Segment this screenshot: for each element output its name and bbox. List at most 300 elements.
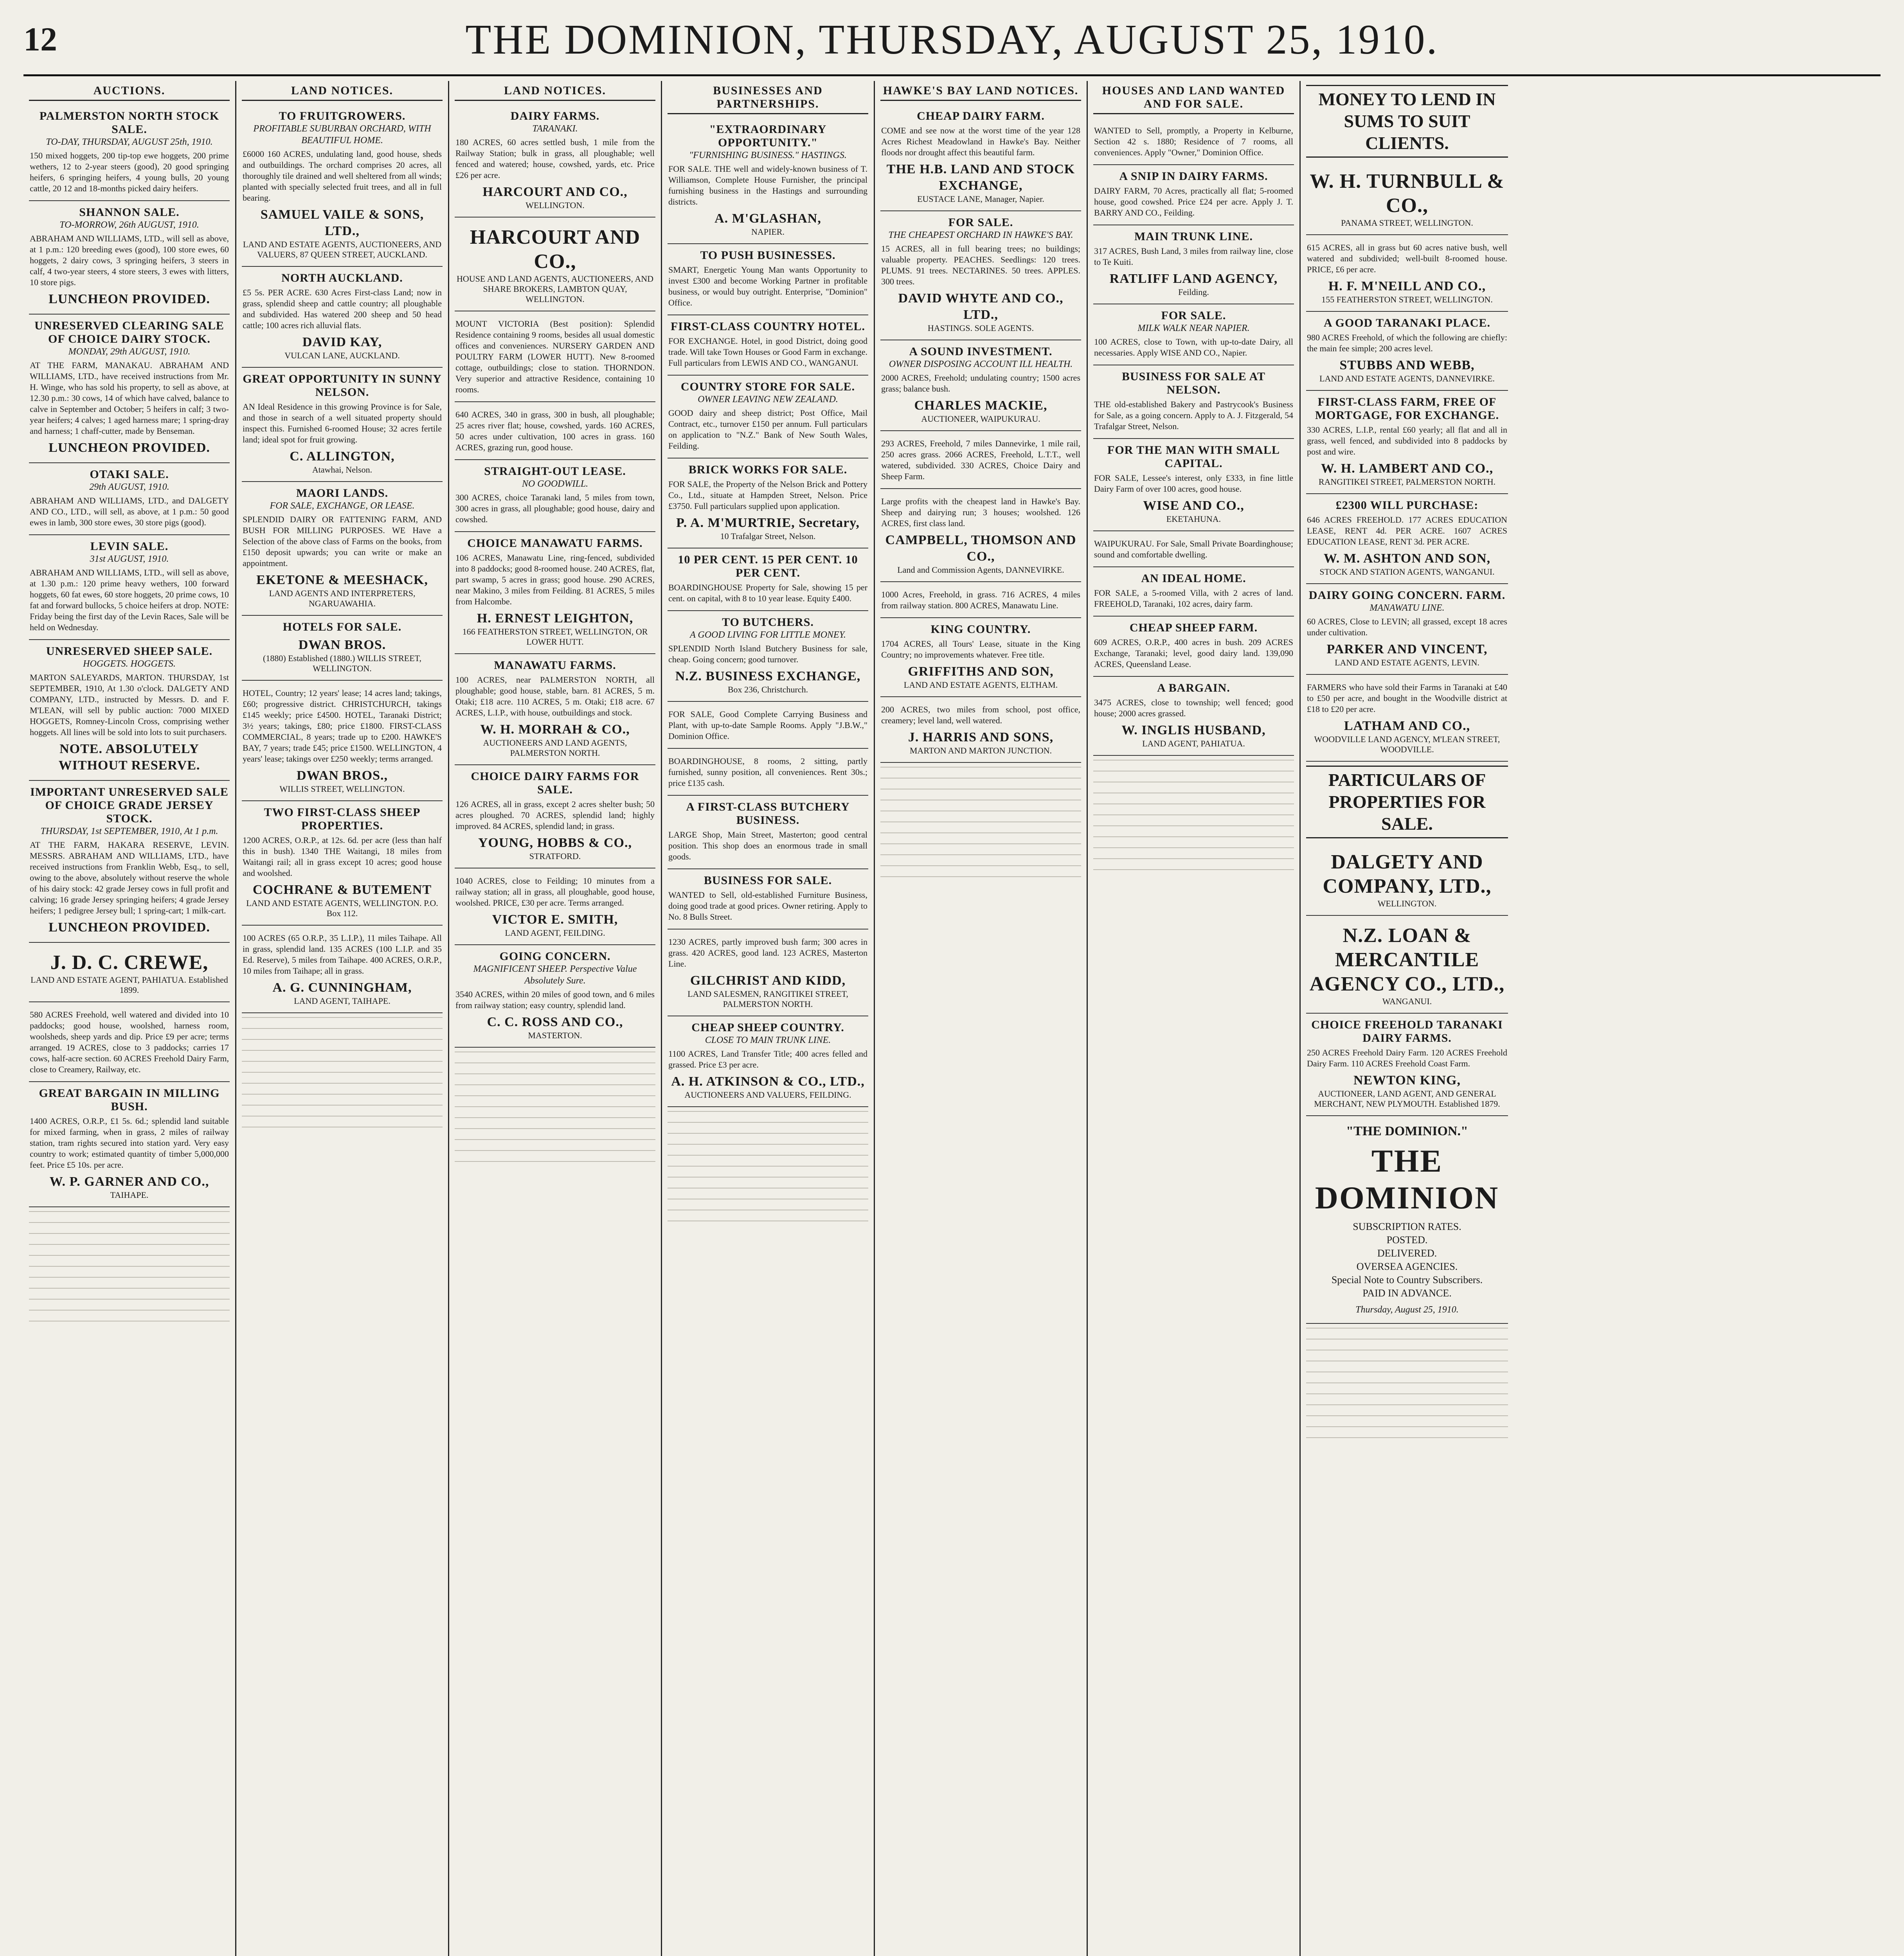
agent-name: H. F. M'NEILL AND CO., — [1328, 279, 1486, 293]
ad-body: 250 ACRES Freehold Dairy Farm. 120 ACRES Freehold Dairy Farm. 110 ACRES Freehold Coast Farm. — [1307, 1048, 1507, 1068]
column-4 — [662, 81, 875, 1956]
column-2 — [236, 81, 449, 1956]
agent-name: GRIFFITHS AND SON, — [908, 664, 1054, 679]
ad-title: COUNTRY STORE FOR SALE. — [680, 380, 855, 393]
ad-subtitle: TO-MORROW, 26th AUGUST, 1910. — [59, 220, 199, 230]
ad-body: 1000 Acres, Freehold, in grass. 716 ACRES, 4 miles from railway station. 800 ACRES, Manawatu Line. — [881, 590, 1080, 610]
ad-body: SMART, Energetic Young Man wants Opportunity to invest £300 and become Working Partner in profitable business, or would buy outright. Enterprise, "Dominion" Office. — [668, 265, 867, 307]
agent-name: A. H. ATKINSON & CO., LTD., — [671, 1074, 865, 1089]
ad-subtitle: FOR SALE, EXCHANGE, OR LEASE. — [270, 501, 415, 511]
delivered-label: DELIVERED. — [1377, 1248, 1437, 1259]
ad-title: 10 PER CENT. 15 PER CENT. 10 PER CENT. — [678, 553, 858, 579]
advertisement — [29, 315, 230, 463]
agent-name: LUNCHEON PROVIDED. — [49, 440, 210, 455]
ad-body: 330 ACRES, L.I.P., rental £60 yearly; all flat and all in grass, well fenced, and subdivided into 8 paddocks by post and wire. — [1307, 425, 1507, 457]
advertisement — [1093, 165, 1294, 225]
advertisement — [242, 482, 443, 616]
agent-name: RATLIFF LAND AGENCY, — [1109, 271, 1278, 286]
ad-title: LEVIN SALE. — [90, 540, 169, 553]
money-to-lend-headline: MONEY TO LEND IN SUMS TO SUIT CLIENTS. — [1306, 85, 1508, 158]
agent-address: NAPIER. — [751, 227, 785, 237]
advertisement — [29, 1082, 230, 1207]
agent-address: HOUSE AND LAND AGENTS, AUCTIONEERS, AND SHARE BROKERS, LAMBTON QUAY, WELLINGTON. — [457, 274, 653, 304]
small-print-rules — [242, 1017, 443, 1134]
terms-line: PAID IN ADVANCE. — [1362, 1287, 1452, 1299]
page-number: 12 — [23, 20, 57, 58]
agent-address: LAND AND ESTATE AGENTS, DANNEVIRKE. — [1319, 374, 1495, 383]
agent-address: EUSTACE LANE, Manager, Napier. — [917, 194, 1044, 204]
agent-address: VULCAN LANE, AUCKLAND. — [284, 351, 400, 360]
advertisement — [455, 460, 655, 532]
ad-subtitle: OWNER DISPOSING ACCOUNT ILL HEALTH. — [889, 359, 1073, 369]
ad-subtitle: 29th AUGUST, 1910. — [89, 482, 169, 492]
ad-subtitle: MAGNIFICENT SHEEP. Perspective Value Absolutely Sure. — [473, 964, 637, 986]
agent-name: NEWTON KING, — [1353, 1073, 1461, 1088]
ad-body: 100 ACRES, close to Town, with up-to-date Dairy, all necessaries. Apply WISE AND CO., Napier. — [1094, 337, 1293, 358]
small-print-rules — [455, 1052, 655, 1169]
agent-address: 10 Trafalgar Street, Nelson. — [720, 531, 816, 541]
advertisement — [880, 489, 1081, 582]
agent-name: HARCOURT AND CO., — [482, 185, 628, 199]
advertisement — [29, 201, 230, 315]
agent-name: A. M'GLASHAN, — [714, 211, 821, 226]
page-title: THE DOMINION, THURSDAY, AUGUST 25, 1910. — [465, 16, 1439, 63]
agent-name: LATHAM AND CO., — [1344, 719, 1470, 733]
agent-name: LUNCHEON PROVIDED. — [49, 292, 210, 306]
ad-body: WANTED to Sell, old-established Furniture Business, doing good trade at good prices. Owner retiring. Apply to No. 8 Bulls Street. — [668, 890, 867, 922]
ad-title: FIRST-CLASS COUNTRY HOTEL. — [670, 320, 865, 333]
advertisement — [455, 105, 655, 218]
ad-body: 615 ACRES, all in grass but 60 acres native bush, well watered and subdivided; well-built 8-roomed house. PRICE, £6 per acre. — [1307, 243, 1507, 274]
agent-address: AUCTIONEERS AND VALUERS, FEILDING. — [684, 1090, 851, 1100]
agent-address: RANGITIKEI STREET, PALMERSTON NORTH. — [1318, 477, 1496, 487]
ad-body: 3475 ACRES, close to township; well fenced; good house; 2000 acres grassed. — [1094, 698, 1293, 718]
agent-address: 166 FEATHERSTON STREET, WELLINGTON, OR LOWER HUTT. — [462, 627, 648, 647]
ad-title: CHEAP DAIRY FARM. — [917, 110, 1045, 122]
agent-address: PANAMA STREET, WELLINGTON. — [1341, 218, 1473, 228]
agent-name: H. ERNEST LEIGHTON, — [477, 611, 633, 626]
advertisement — [29, 463, 230, 535]
ad-subtitle: A GOOD LIVING FOR LITTLE MONEY. — [690, 630, 846, 640]
advertisement — [29, 535, 230, 640]
ad-title: FOR THE MAN WITH SMALL CAPITAL. — [1107, 444, 1280, 470]
promo-title: "THE DOMINION." — [1346, 1124, 1468, 1138]
advertisement — [1093, 531, 1294, 567]
advertisement — [1093, 617, 1294, 677]
ad-body: 580 ACRES Freehold, well watered and divided into 10 paddocks; good house, woolshed, harness room, woolsheds, sheep yards and dip. Price £9 per acre; terms arranged. 19 ACRES, close to 3 paddocks; carries 17 cows, half-acre section. 60 ACRES Freehold Dairy Farm, close to Creamery, Railway, etc. — [30, 1010, 229, 1074]
column-7 — [1301, 81, 1513, 1956]
column-heading: BUSINESSES AND PARTNERSHIPS. — [668, 81, 868, 114]
ad-subtitle: THURSDAY, 1st SEPTEMBER, 1910, At 1 p.m. — [40, 826, 218, 836]
ad-body: DAIRY FARM, 70 Acres, practically all flat; 5-roomed house, good cowshed. Price £24 per acre. Apply J. T. BARRY AND CO., Feilding. — [1094, 186, 1293, 218]
ad-body: FOR SALE, a 5-roomed Villa, with 2 acres of land. FREEHOLD, Taranaki, 102 acres, dairy farm. — [1094, 588, 1293, 609]
ad-subtitle: 31st AUGUST, 1910. — [90, 554, 169, 564]
advertisement — [1306, 235, 1508, 312]
agent-address: STRATFORD. — [529, 851, 581, 861]
ad-title: AN IDEAL HOME. — [1141, 572, 1246, 585]
agent-name: THE H.B. LAND AND STOCK EXCHANGE, — [886, 162, 1075, 193]
ad-body: AT THE FARM, MANAKAU. ABRAHAM AND WILLIAMS, LTD., have received instructions from Mr. H. Winge, who has sold his property, to sell as above, at 12.30 p.m.: 30 cows, 14 of which have calved, balance to calve in September and October; 5 heifers in calf; 3 two-year heifers; 4 calves; 1 aged harness mare; 1 spring-dray and harness; 1 chaff-cutter, made by Benseman. — [30, 360, 229, 436]
ad-body: FOR SALE, the Property of the Nelson Brick and Pottery Co., Ltd., situate at Hampden Street, Nelson. Price £3750. Full particulars supplied upon application. — [668, 479, 867, 511]
ad-title: £2300 WILL PURCHASE: — [1335, 499, 1479, 512]
ad-title: IMPORTANT UNRESERVED SALE OF CHOICE GRADE JERSEY STOCK. — [30, 786, 229, 825]
columns — [23, 81, 1881, 1956]
ad-body: 15 ACRES, all in full bearing trees; no buildings; valuable property. PEACHES. Seedlings: 120 trees. PLUMS. 91 trees. NECTARINES. 50 trees. APPLES. 300 trees. — [881, 244, 1080, 286]
advertisement — [880, 618, 1081, 697]
agent-address: AUCTIONEERS AND LAND AGENTS, PALMERSTON NORTH. — [483, 738, 627, 758]
ad-body: ABRAHAM AND WILLIAMS, LTD., and DALGETY AND CO., LTD., will sell, as above, at 1 p.m.: 50 good ewes in lamb, 300 store ewes, 30 store pigs (good). — [30, 496, 229, 527]
advertisement — [668, 315, 868, 376]
advertisement — [1093, 365, 1294, 439]
agent-address: WELLINGTON. — [1377, 899, 1437, 908]
ad-title: FIRST-CLASS FARM, FREE OF MORTGAGE, FOR EXCHANGE. — [1315, 396, 1499, 422]
ad-body: WANTED to Sell, promptly, a Property in Kelburne, Section 42 s. 1880; Residence of 7 rooms, all conveniences. Apply "Owner," Dominion Office. — [1094, 126, 1293, 157]
ad-title: DAIRY GOING CONCERN. FARM. — [1308, 589, 1506, 602]
ad-body: MARTON SALEYARDS, MARTON. THURSDAY, 1st SEPTEMBER, 1910, At 1.30 o'clock. DALGETY AND COMPANY, LTD., instructed by Messrs. D. and F. M'LEAN, will sell by public auction: 7000 MIXED HOGGETS, Romney-Lincoln Cross, comprising wether hoggets. All lines will be sold into lots to suit purchasers. — [30, 672, 229, 737]
advertisement — [455, 402, 655, 460]
ad-body: 1230 ACRES, partly improved bush farm; 300 acres in grass. 420 ACRES, good land. 123 ACRES, Masterton Line. — [668, 937, 867, 969]
advertisement — [242, 616, 443, 681]
agent-name: W. H. TURNBULL & CO., — [1310, 170, 1504, 217]
advertisement — [1306, 584, 1508, 675]
ad-body: 646 ACRES FREEHOLD. 177 ACRES EDUCATION LEASE, RENT 4d. PER ACRE. 1607 ACRES EDUCATION LEASE, RENT 3d. PER ACRE. — [1307, 515, 1507, 547]
column-1 — [23, 81, 236, 1956]
advertisement — [880, 340, 1081, 431]
ad-title: A GOOD TARANAKI PLACE. — [1324, 316, 1490, 329]
ad-subtitle: OWNER LEAVING NEW ZEALAND. — [698, 394, 838, 405]
advertisement — [668, 869, 868, 929]
ad-body: AT THE FARM, HAKARA RESERVE, LEVIN. MESSRS. ABRAHAM AND WILLIAMS, LTD., have received instructions from Franklin Webb, Esq., to sell, owing to the above, absolutely without reserve the whole of his dairy stock: 42 grade Jersey cows in full profit and calving; 16 grade Jersey springing heifers; 4 grade Jersey heifers; 1 pedigree Jersey bull; 1 spring-cart; 1 milk-cart. — [30, 840, 229, 915]
ad-body: ABRAHAM AND WILLIAMS, LTD., will sell as above, at 1 p.m.: 120 breeding ewes (good), 100 store ewes, 60 hoggets, 2 dairy cows, 3 springing heifers, 3 steers in calf, 4 two-year steers, 4 store steers, 3 ewes with litters, 10 store pigs. — [30, 234, 229, 287]
column-heading: LAND NOTICES. — [455, 81, 655, 101]
agent-address: LAND AGENT, TAIHAPE. — [294, 996, 391, 1006]
ad-body: FOR SALE, Good Complete Carrying Business and Plant, with up-to-date Sample Rooms. Apply "J.B.W.," Dominion Office. — [668, 709, 867, 741]
agent-address: LAND AGENT, FEILDING. — [505, 928, 605, 938]
agent-address: LAND AND ESTATE AGENTS, AUCTIONEERS, AND VALUERS, 87 QUEEN STREET, AUCKLAND. — [243, 239, 442, 259]
ad-body: 609 ACRES, O.R.P., 400 acres in bush. 209 ACRES Exchange, Taranaki; level, good dairy land. 139,090 ACRES, Queensland Lease. — [1094, 637, 1293, 669]
column-heading: HAWKE'S BAY LAND NOTICES. — [880, 81, 1081, 101]
agent-name: HARCOURT AND CO., — [470, 226, 641, 273]
agent-name: PARKER AND VINCENT, — [1326, 642, 1488, 656]
advertisement — [455, 218, 655, 311]
ad-subtitle: MANAWATU LINE. — [1370, 603, 1445, 613]
agent-name: EKETONE & MEESHACK, — [256, 573, 428, 587]
column-heading: AUCTIONS. — [29, 81, 230, 101]
advertisement — [1093, 439, 1294, 531]
ad-subtitle: NO GOODWILL. — [522, 479, 588, 489]
agent-name: C. ALLINGTON, — [290, 449, 395, 464]
agent-name: A. G. CUNNINGHAM, — [272, 980, 412, 995]
ad-body: 980 ACRES Freehold, of which the following are chiefly: the main fee simple; 200 acres level. — [1307, 333, 1507, 353]
ad-title: "EXTRAORDINARY OPPORTUNITY." — [709, 123, 827, 149]
small-print-rules — [880, 767, 1081, 884]
advertisement — [1306, 494, 1508, 584]
ad-body: 317 ACRES, Bush Land, 3 miles from railway line, close to Te Kuiti. — [1094, 246, 1293, 267]
ad-title: FOR SALE. — [948, 216, 1013, 229]
issue-date: Thursday, August 25, 1910. — [1355, 1305, 1459, 1315]
ad-body: BOARDINGHOUSE, 8 rooms, 2 sitting, partly furnished, sunny position, all conveniences. Rent 30s.; price £135 cash. — [668, 756, 867, 788]
ad-body: 1400 ACRES, O.R.P., £1 5s. 6d.; splendid land suitable for mixed farming, when in grass, 2 miles of railway station, tram rights secured into station yard. Very easy country to work; estimated quantity of timber 5,000,000 feet. Price £5 10s. per acre. — [30, 1116, 229, 1170]
ad-title: TO BUTCHERS. — [722, 616, 814, 629]
posted-label: POSTED. — [1386, 1234, 1428, 1246]
agent-address: LAND AND ESTATE AGENTS, LEVIN. — [1335, 658, 1479, 667]
ad-title: A BARGAIN. — [1157, 681, 1230, 694]
ad-subtitle: CLOSE TO MAIN TRUNK LINE. — [705, 1035, 831, 1045]
agent-address: LAND AND ESTATE AGENTS, ELTHAM. — [903, 680, 1058, 690]
masthead — [23, 16, 1881, 76]
ad-subtitle: THE CHEAPEST ORCHARD IN HAWKE'S BAY. — [888, 230, 1073, 240]
ad-title: CHOICE FREEHOLD TARANAKI DAIRY FARMS. — [1311, 1018, 1503, 1045]
advertisement — [1306, 675, 1508, 762]
advertisement — [242, 801, 443, 926]
agent-name: N.Z. LOAN & MERCANTILE AGENCY CO., LTD., — [1309, 924, 1505, 995]
agent-address: STOCK AND STATION AGENTS, WANGANUI. — [1319, 567, 1495, 577]
agent-name: COCHRANE & BUTEMENT — [252, 883, 432, 897]
advertisement — [1306, 162, 1508, 235]
agent-name: DWAN BROS., — [297, 768, 388, 783]
advertisement — [1306, 391, 1508, 494]
ad-title: DAIRY FARMS. — [510, 110, 600, 122]
column-3 — [449, 81, 662, 1956]
ad-body: 1200 ACRES, O.R.P., at 12s. 6d. per acre (less than half this in bush). 1340 THE Waitangi, 18 miles from Waitangi rail; all in grass except 10 acres; good house and woolshed. — [243, 835, 442, 878]
ad-body: BOARDINGHOUSE Property for Sale, showing 15 per cent. on capital, with 8 to 10 year lease. Equity £400. — [668, 582, 867, 603]
advertisement — [455, 654, 655, 765]
ad-title: TO PUSH BUSINESSES. — [700, 249, 836, 262]
advertisement — [1093, 118, 1294, 165]
agent-name: W. H. LAMBERT AND CO., — [1321, 461, 1494, 476]
ad-body: £6000 160 ACRES, undulating land, good house, sheds and outbuildings. The orchard comprises 20 acres, all thoroughly tile drained and well sheltered from all winds; planted with specially selected fruit trees, and all in full bearing. — [243, 149, 442, 203]
ad-title: MANAWATU FARMS. — [494, 659, 616, 672]
ad-body: 640 ACRES, 340 in grass, 300 in bush, all ploughable; 25 acres river flat; house, cowshed, yards. 160 ACRES, 50 acres under cultivation, 100 acres in grass. 160 ACRES, grazing run, good house. — [455, 410, 655, 452]
ad-title: A SOUND INVESTMENT. — [909, 345, 1053, 358]
agencies-heading: OVERSEA AGENCIES. — [1356, 1261, 1458, 1272]
agent-address: LAND AGENT, PAHIATUA. — [1142, 739, 1245, 748]
agent-name: W. INGLIS HUSBAND, — [1121, 723, 1266, 737]
agent-address: Box 236, Christchurch. — [727, 685, 808, 694]
advertisement — [1093, 225, 1294, 304]
advertisement — [668, 118, 868, 244]
particulars-headline: PARTICULARS OF PROPERTIES FOR SALE. — [1306, 766, 1508, 838]
ad-title: MAORI LANDS. — [296, 487, 389, 500]
ad-subtitle: TARANAKI. — [532, 124, 578, 134]
ad-body: 1704 ACRES, all Tours' Lease, situate in the King Country; no improvements whatever. Free title. — [881, 639, 1080, 660]
agent-name: DAVID KAY, — [302, 335, 382, 349]
ad-title: CHOICE MANAWATU FARMS. — [467, 537, 643, 550]
advertisement — [1093, 304, 1294, 365]
advertisement — [29, 640, 230, 781]
ad-body: AN Ideal Residence in this growing Province is for Sale, and those in search of a well situated property should inspect this. Furnished 6-roomed House; 32 acres fertile land; ideal spot for fruit growing. — [243, 402, 442, 444]
agent-address: LAND AND ESTATE AGENTS, WELLINGTON. P.O. Box 112. — [246, 898, 438, 918]
ad-subtitle: "FURNISHING BUSINESS." HASTINGS. — [689, 150, 847, 160]
ad-title: GREAT BARGAIN IN MILLING BUSH. — [39, 1087, 220, 1113]
agent-address: LAND SALESMEN, RANGITIKEI STREET, PALMERSTON NORTH. — [687, 989, 848, 1009]
advertisement — [1093, 677, 1294, 756]
ad-body: 300 ACRES, choice Taranaki land, 5 miles from town, 300 acres in grass, all ploughable; good house, dairy and cowshed. — [455, 493, 655, 524]
ad-subtitle: HOGGETS. HOGGETS. — [83, 659, 176, 669]
agent-name: LUNCHEON PROVIDED. — [49, 920, 210, 935]
advertisement — [455, 311, 655, 402]
advertisement — [880, 697, 1081, 763]
column-heading: HOUSES AND LAND WANTED AND FOR SALE. — [1093, 81, 1294, 114]
agent-name: CAMPBELL, THOMSON AND CO., — [885, 533, 1076, 564]
small-print-rules — [1093, 760, 1294, 877]
agent-address: HASTINGS. SOLE AGENTS. — [927, 323, 1034, 333]
agent-address: WANGANUI. — [1382, 996, 1432, 1006]
agent-address: Feilding. — [1178, 287, 1209, 297]
ad-body: 60 ACRES, Close to LEVIN; all grassed, except 18 acres under cultivation. — [1307, 617, 1507, 637]
agent-address: LAND AGENTS AND INTERPRETERS, NGARUAWAHIA. — [269, 588, 416, 608]
ad-body: 106 ACRES, Manawatu Line, ring-fenced, subdivided into 8 paddocks; good 8-roomed house. 240 ACRES, flat, part swamp, 5 acres in grass; good house. 290 ACRES, near Makino, 3 miles from Feilding. 81 ACRES, 5 miles from Halcombe. — [455, 553, 655, 606]
advertisement — [242, 926, 443, 1013]
advertisement — [455, 765, 655, 868]
small-print-rules — [668, 1111, 868, 1228]
ad-title: UNRESERVED CLEARING SALE OF CHOICE DAIRY STOCK. — [34, 319, 224, 345]
agent-name: CHARLES MACKIE, — [914, 398, 1047, 413]
agent-address: LAND AND ESTATE AGENT, PAHIATUA. Established 1899. — [31, 975, 228, 995]
rates-heading: SUBSCRIPTION RATES. — [1353, 1221, 1461, 1232]
note-line: Special Note to Country Subscribers. — [1331, 1274, 1483, 1285]
advertisement — [668, 929, 868, 1016]
agent-name: SAMUEL VAILE & SONS, LTD., — [260, 207, 424, 238]
ad-body: 3540 ACRES, within 20 miles of good town, and 6 miles from railway station; easy country, splendid land. — [455, 989, 655, 1010]
agent-name: WISE AND CO., — [1143, 498, 1244, 513]
advertisement — [668, 548, 868, 611]
agent-address: EKETAHUNA. — [1166, 514, 1221, 524]
column-heading: LAND NOTICES. — [242, 81, 443, 101]
agent-address: TAIHAPE. — [110, 1190, 149, 1200]
agent-name: NOTE. ABSOLUTELY WITHOUT RESERVE. — [58, 742, 200, 773]
advertisement — [668, 376, 868, 458]
ad-body: SPLENDID North Island Butchery Business for sale, cheap. Going concern; good turnover. — [668, 644, 867, 664]
advertisement — [668, 1016, 868, 1107]
ad-body: GOOD dairy and sheep district; Post Office, Mail Contract, etc., turnover £150 per annum. Full particulars on application to "N.Z." Bank of New South Wales, Feilding. — [668, 408, 867, 451]
ad-body: 293 ACRES, Freehold, 7 miles Dannevirke, 1 mile rail, 250 acres grass. 2066 ACRES, Freehold, L.T.T., well watered, subdivided. 330 ACRES, Choice Dairy and Sheep Farm. — [881, 439, 1080, 481]
dominion-logo: THE DOMINION — [1315, 1143, 1499, 1215]
agent-address: WOODVILLE LAND AGENCY, M'LEAN STREET, WOODVILLE. — [1314, 734, 1500, 754]
ad-body: LARGE Shop, Main Street, Masterton; good central position. This shop does an enormous trade in small goods. — [668, 830, 867, 861]
ad-title: OTAKI SALE. — [90, 468, 169, 481]
agent-name: J. D. C. CREWE, — [50, 951, 209, 974]
dominion-subscription-box — [1306, 1116, 1508, 1324]
advertisement — [242, 681, 443, 801]
advertisement — [880, 431, 1081, 489]
ad-body: 126 ACRES, all in grass, except 2 acres shelter bush; 50 acres ploughed. 70 ACRES, splendid land; highly improved. 84 ACRES, splendid land; in grass. — [455, 799, 655, 831]
advertisement — [668, 458, 868, 548]
ad-title: A FIRST-CLASS BUTCHERY BUSINESS. — [686, 800, 850, 827]
agent-name: YOUNG, HOBBS & CO., — [478, 836, 632, 850]
column-5 — [875, 81, 1088, 1956]
agent-address: Land and Commission Agents, DANNEVIRKE. — [897, 565, 1064, 575]
advertisement — [880, 211, 1081, 340]
agent-address: (1880) Established (1880.) WILLIS STREET, WELLINGTON. — [263, 653, 421, 673]
advertisement — [455, 868, 655, 945]
ad-title: GOING CONCERN. — [499, 950, 611, 963]
ad-body: FOR SALE. THE well and widely-known business of T. Williamson, Complete House Furnisher, the principal furnishing business in the Hastings and surrounding districts. — [668, 164, 867, 207]
agent-address: MASTERTON. — [528, 1030, 582, 1040]
ad-title: CHEAP SHEEP FARM. — [1129, 621, 1258, 634]
agent-address: AUCTIONEER, WAIPUKURAU. — [921, 414, 1040, 424]
advertisement — [668, 796, 868, 869]
advertisement — [668, 702, 868, 749]
ad-subtitle: TO-DAY, THURSDAY, AUGUST 25th, 1910. — [46, 137, 213, 147]
agent-name: N.Z. BUSINESS EXCHANGE, — [675, 669, 861, 683]
small-print-rules — [1306, 1328, 1508, 1445]
ad-body: ABRAHAM AND WILLIAMS, LTD., will sell as above, at 1.30 p.m.: 120 prime heavy wethers, 100 forward hoggets, 60 fat ewes, 60 store hoggets, 20 prime cows, 10 fat and forward bullocks, 5 choice heifers at drop. NOTE: Friday being the first day of the Levin Races, Sale will be held on Wednesday. — [30, 568, 229, 632]
agent-name: J. HARRIS AND SONS, — [908, 730, 1054, 744]
ad-body: COME and see now at the worst time of the year 128 Acres Richest Meadowland in Hawke's Bay. Neither floods nor drought affect this beautiful farm. — [881, 126, 1080, 157]
ad-title: TO FRUITGROWERS. — [279, 110, 406, 122]
ad-body: FOR SALE, Lessee's interest, only £333, in fine little Dairy Farm of over 100 acres, good house. — [1094, 473, 1293, 494]
agent-name: W. M. ASHTON AND SON, — [1323, 551, 1491, 566]
ad-title: A SNIP IN DAIRY FARMS. — [1119, 170, 1268, 183]
ad-body: 150 mixed hoggets, 200 tip-top ewe hoggets, 200 prime wethers, 12 to 2-year steers (good), 20 good springing heifers, 6 springing heifers, 4 young bulls, 20 young cattle, 20 12 and 18-months picked dairy heifers. — [30, 151, 229, 193]
agent-name: DWAN BROS. — [298, 638, 386, 652]
advertisement — [29, 105, 230, 201]
ad-title: CHEAP SHEEP COUNTRY. — [691, 1021, 844, 1034]
ad-title: GREAT OPPORTUNITY IN SUNNY NELSON. — [243, 372, 442, 399]
advertisement — [668, 244, 868, 315]
advertisement — [1306, 1014, 1508, 1116]
ad-title: CHOICE DAIRY FARMS FOR SALE. — [471, 770, 639, 796]
ad-title: SHANNON SALE. — [79, 206, 180, 219]
ad-body: 1100 ACRES, Land Transfer Title; 400 acres felled and grassed. Price £3 per acre. — [668, 1049, 867, 1070]
ad-title: UNRESERVED SHEEP SALE. — [46, 645, 213, 658]
ad-body: 100 ACRES (65 O.R.P., 35 L.I.P.), 11 miles Taihape. All in grass, splendid land. 135 ACRES (100 L.I.P. and 35 Ed. Reserve), 5 miles from Taihape. 400 ACRES, O.R.P., 10 miles from Taihape; all in grass. — [243, 933, 442, 976]
agent-name: STUBBS AND WEBB, — [1339, 358, 1475, 372]
ad-subtitle: MONDAY, 29th AUGUST, 1910. — [68, 347, 191, 357]
agent-address: 155 FEATHERSTON STREET, WELLINGTON. — [1321, 295, 1493, 304]
advertisement — [880, 582, 1081, 618]
ad-body: MOUNT VICTORIA (Best position): Splendid Residence containing 9 rooms, besides all usual domestic offices and conveniences. NURSERY GARDEN AND POULTRY FARM (LOWER HUTT). New 8-roomed cottage, outbuildings; close to station. THORNDON. Very superior and attractive Residence, containing 10 rooms. — [455, 319, 655, 394]
advertisement — [880, 105, 1081, 211]
ad-subtitle: PROFITABLE SUBURBAN ORCHARD, WITH BEAUTIFUL HOME. — [253, 124, 431, 146]
ad-body: SPLENDID DAIRY OR FATTENING FARM, AND BUSH FOR MILLING PURPOSES. WE Have a Selection of the above class of Farms on the books, from £150 deposit upwards; you can write or make an appointment. — [243, 514, 442, 568]
advertisement — [1093, 567, 1294, 617]
ad-title: BUSINESS FOR SALE AT NELSON. — [1121, 370, 1266, 396]
agent-name: DALGETY AND COMPANY, LTD., — [1323, 851, 1492, 897]
advertisement — [242, 105, 443, 267]
agent-name: GILCHRIST AND KIDD, — [690, 973, 846, 988]
ad-body: £5 5s. PER ACRE. 630 Acres First-class Land; now in grass, splendid sheep and cattle country; all ploughable and subdivided. Has watered 200 sheep and 50 head cattle; 100 acres rich alluvial flats. — [243, 288, 442, 330]
ad-title: TWO FIRST-CLASS SHEEP PROPERTIES. — [264, 806, 421, 832]
agent-address: MARTON AND MARTON JUNCTION. — [909, 746, 1052, 755]
ad-body: 180 ACRES, 60 acres settled bush, 1 mile from the Railway Station; bulk in grass, all ploughable; well fenced and watered; house, cowshed, yards, etc. Price £26 per acre. — [455, 137, 655, 180]
ad-body: FOR EXCHANGE. Hotel, in good District, doing good trade. Will take Town Houses or Good Farm in exchange. Full particulars from LEWIS AND CO., WANGANUI. — [668, 336, 867, 368]
agent-address: Atawhai, Nelson. — [312, 465, 373, 475]
ad-body: 1040 ACRES, close to Feilding; 10 minutes from a railway station; all in grass, all ploughable, good house, woolshed. PRICE, £30 per acre. Terms arranged. — [455, 876, 655, 908]
advertisement — [242, 368, 443, 482]
ad-body: 200 ACRES, two miles from school, post office, creamery; level land, well watered. — [881, 705, 1080, 725]
advertisement — [29, 1002, 230, 1082]
ad-body: HOTEL, Country; 12 years' lease; 14 acres land; takings, £60; progressive district. CHRISTCHURCH, takings £145 weekly; price £4500. HOTEL, Taranaki District; 3½ years; takings, £80; price £1800. FIRST-CLASS COMMERCIAL, 8 years; trade up to £200. HAWKE'S BAY, 7 years; trade £45; price £1500. WELLINGTON, 4 years' lease; takings over £250 weekly; terms arranged. — [243, 688, 442, 764]
ad-subtitle: MILK WALK NEAR NAPIER. — [1137, 323, 1250, 333]
ad-title: KING COUNTRY. — [930, 623, 1031, 636]
advertisement — [1306, 842, 1508, 916]
advertisement — [1306, 312, 1508, 391]
agent-name: W. P. GARNER AND CO., — [49, 1174, 209, 1189]
advertisement — [455, 532, 655, 654]
advertisement — [29, 781, 230, 943]
ad-title: FOR SALE. — [1161, 309, 1226, 322]
advertisement — [242, 267, 443, 368]
ad-title: NORTH AUCKLAND. — [281, 271, 403, 284]
ad-title: BUSINESS FOR SALE. — [704, 874, 832, 887]
ad-body: FARMERS who have sold their Farms in Taranaki at £40 to £50 per acre, and bought in the Woodville district at £18 to £20 per acre. — [1307, 682, 1507, 714]
ad-title: PALMERSTON NORTH STOCK SALE. — [39, 110, 220, 136]
ad-body: WAIPUKURAU. For Sale, Small Private Boardinghouse; sound and comfortable dwelling. — [1094, 539, 1293, 559]
ad-title: HOTELS FOR SALE. — [283, 620, 402, 633]
advertisement — [668, 611, 868, 702]
